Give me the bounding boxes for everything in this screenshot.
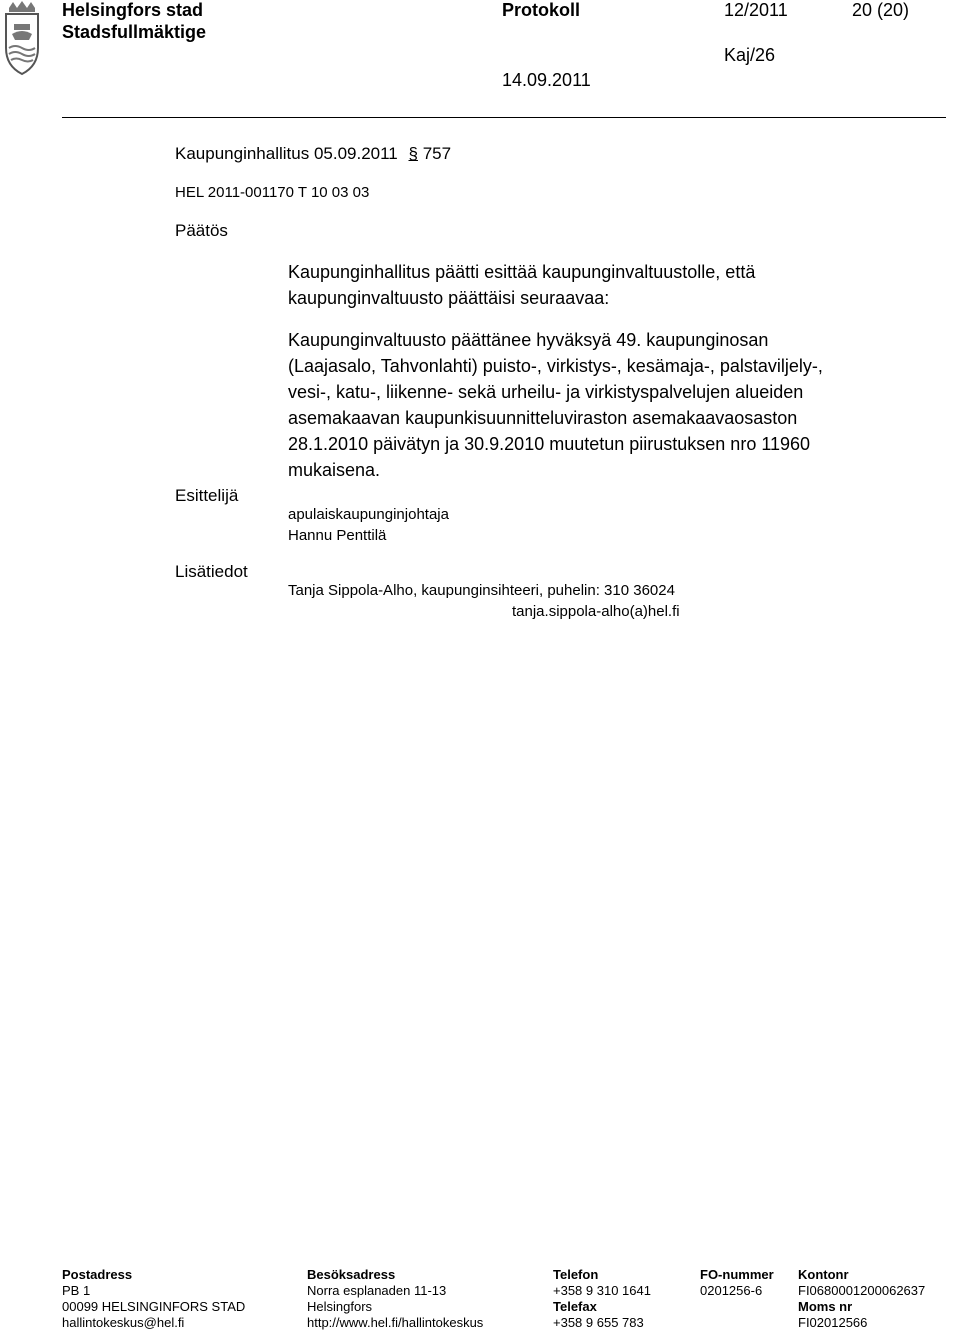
header-page-number: 20 (20): [852, 0, 910, 20]
presenter-title: apulaiskaupunginjohtaja: [288, 506, 449, 523]
helsinki-crest-logo: [0, 0, 44, 76]
contact-line: Tanja Sippola-Alho, kaupunginsihteeri, puhelin: 310 36024: [288, 582, 675, 599]
header-section: Kaj/26: [724, 45, 776, 65]
header-divider: [62, 117, 946, 118]
footer-heading: Moms nr: [798, 1299, 853, 1314]
footer-email-link[interactable]: hallintokeskus@hel.fi: [62, 1315, 185, 1330]
footer-value: FI0680001200062637: [798, 1283, 926, 1298]
footer-value: Norra esplanaden 11-13: [307, 1283, 447, 1298]
footer-heading: Telefax: [553, 1299, 597, 1314]
footer-value: Helsingfors: [307, 1299, 373, 1314]
footer-value: +358 9 655 783: [553, 1315, 644, 1330]
footer-value: +358 9 310 1641: [553, 1283, 651, 1298]
presenter-label: Esittelijä: [175, 486, 239, 505]
footer-website-link[interactable]: http://www.hel.fi/hallintokeskus: [307, 1315, 484, 1330]
footer-account: [798, 1267, 925, 1331]
presenter-block: [288, 504, 449, 546]
footer-phone: [553, 1267, 651, 1331]
footer-heading: Besöksadress: [307, 1267, 396, 1282]
decision-label: Päätös: [175, 221, 228, 240]
footer-value: 0201256-6: [700, 1283, 763, 1298]
header-body: Stadsfullmäktige: [62, 22, 207, 42]
footer-value: 00099 HELSINGINFORS STAD: [62, 1299, 246, 1314]
footer-visiting-address: [307, 1267, 483, 1331]
footer-value: FI02012566: [798, 1315, 868, 1330]
decision-intro-line: Kaupunginhallitus päätti esittää kaupunginvaltuustolle, että: [288, 262, 756, 282]
proposal-line: 28.1.2010 päivätyn ja 30.9.2010 muutetun piirustuksen nro 11960: [288, 434, 811, 454]
case-id: HEL 2011-001170 T 10 03 03: [175, 184, 370, 201]
footer-value: PB 1: [62, 1283, 91, 1298]
board-reference-text: Kaupunginhallitus 05.09.2011: [175, 144, 398, 163]
decision-intro: [288, 259, 755, 311]
proposal-line: mukaisena.: [288, 460, 381, 480]
footer-business-id: [700, 1267, 774, 1299]
footer-heading: Telefon: [553, 1267, 599, 1282]
header-doc-type: Protokoll: [502, 0, 581, 20]
decision-intro-line: kaupunginvaltuusto päättäisi seuraavaa:: [288, 288, 610, 308]
contact-email: tanja.sippola-alho(a)hel.fi: [512, 603, 680, 620]
proposal-line: asemakaavan kaupunkisuunnitteluviraston asemakaavaosaston: [288, 408, 798, 428]
presenter-name: Hannu Penttilä: [288, 527, 387, 544]
proposal-line: vesi-, katu-, liikenne- sekä urheilu- ja virkistyspalvelujen alueiden: [288, 382, 804, 402]
header-org: Helsingfors stad: [62, 0, 204, 20]
further-info-label: Lisätiedot: [175, 562, 248, 581]
footer-heading: FO-nummer: [700, 1267, 774, 1282]
header-protocol-number: 12/2011: [724, 0, 788, 20]
footer-heading: Kontonr: [798, 1267, 849, 1282]
board-section-number: 757: [422, 144, 452, 163]
proposal-line: Kaupunginvaltuusto päättänee hyväksyä 49. kaupunginosan: [288, 330, 769, 350]
footer-heading: Postadress: [62, 1267, 133, 1282]
section-sign-icon: §: [408, 144, 418, 163]
footer-postal-address: [62, 1267, 245, 1331]
board-reference: [175, 141, 451, 167]
header-date: 14.09.2011: [502, 70, 591, 90]
proposal-line: (Laajasalo, Tahvonlahti) puisto-, virkistys-, kesämaja-, palstaviljely-,: [288, 356, 823, 376]
decision-proposal: [288, 327, 823, 483]
